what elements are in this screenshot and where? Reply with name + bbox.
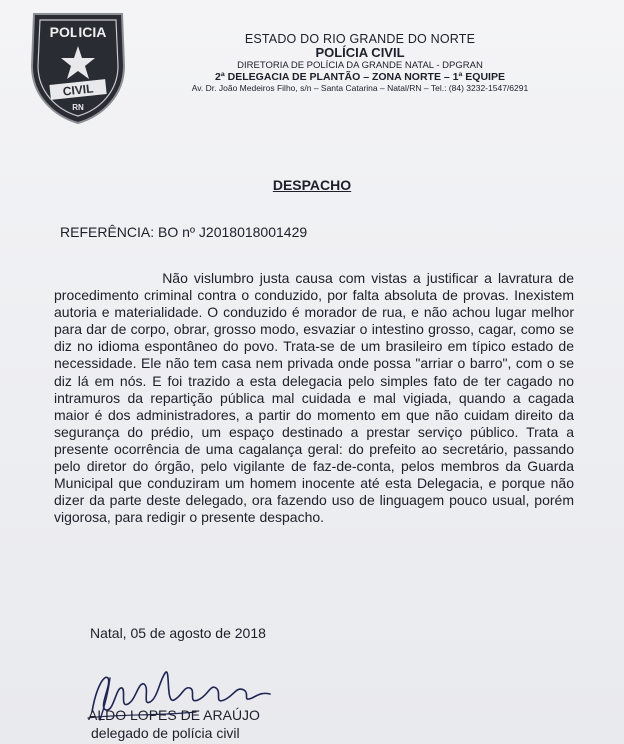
police-badge-logo	[28, 8, 128, 126]
badge-top-text: POLICIA	[49, 24, 107, 40]
badge-state-text: RN	[72, 103, 84, 112]
reference-line: REFERÊNCIA: BO nº J2018018001429	[60, 224, 308, 240]
header-agency: POLÍCIA CIVIL	[315, 45, 405, 60]
signer-name: ALDO LOPES DE ARAÚJO	[88, 707, 260, 723]
document-title: DESPACHO	[272, 177, 352, 193]
body-text: Não vislumbro justa causa com vistas a justificar a lavratura de procedimento criminal contra o conduzido, por falta absoluta de provas. Inexistem autoria e materialidade. O conduzido é morador de rua, e não achou lugar melhor para dar de corpo, obrar, grosso modo, esvaziar o intestino grosso, cagar, como se diz no idioma espontâneo do povo. Trata-se de um brasileiro em típico estado de necessidade. Ele não tem casa nem privada onde possa "arriar o barro", com o se diz lá em nós. E foi trazido a esta delegacia pelo simples fato de ter cagado no intramuros da repartição pública mal cuidada e mal vigiada, quando a cagada maior é dos administradores, a partir do momento em que não cuidam direito da segurança do prédio, um espaço destinado a prestar serviço público. Trata a presente ocorrência de uma cagalança geral: do prefeito ao secretário, passando pelo diretor do órgão, pelo vigilante de faz-de-conta, pelos membros da Guarda Municipal que conduziram um homem inocente até esta Delegacia, e porque não dizer da parte deste delegado, ora fazendo uso de linguagem pouco usual, porém vigorosa, para redigir o presente despacho.	[54, 270, 574, 526]
badge-bottom-text: CIVIL	[62, 81, 95, 99]
header-address: Av. Dr. João Medeiros Filho, s/n – Santa Catarina – Natal/RN – Tel.: (84) 3232-1547/6291	[191, 83, 529, 93]
header-directorate: DIRETORIA DE POLÍCIA DA GRANDE NATAL - DPGRAN	[237, 60, 483, 71]
paragraph-indent	[54, 270, 162, 286]
body-paragraph	[54, 270, 574, 526]
header-state: ESTADO DO RIO GRANDE DO NORTE	[244, 32, 476, 46]
place-date: Natal, 05 de agosto de 2018	[90, 625, 266, 641]
header-unit: 2ª DELEGACIA DE PLANTÃO – ZONA NORTE – 1ª EQUIPE	[215, 71, 505, 83]
signer-role: delegado de polícia civil	[91, 725, 240, 741]
